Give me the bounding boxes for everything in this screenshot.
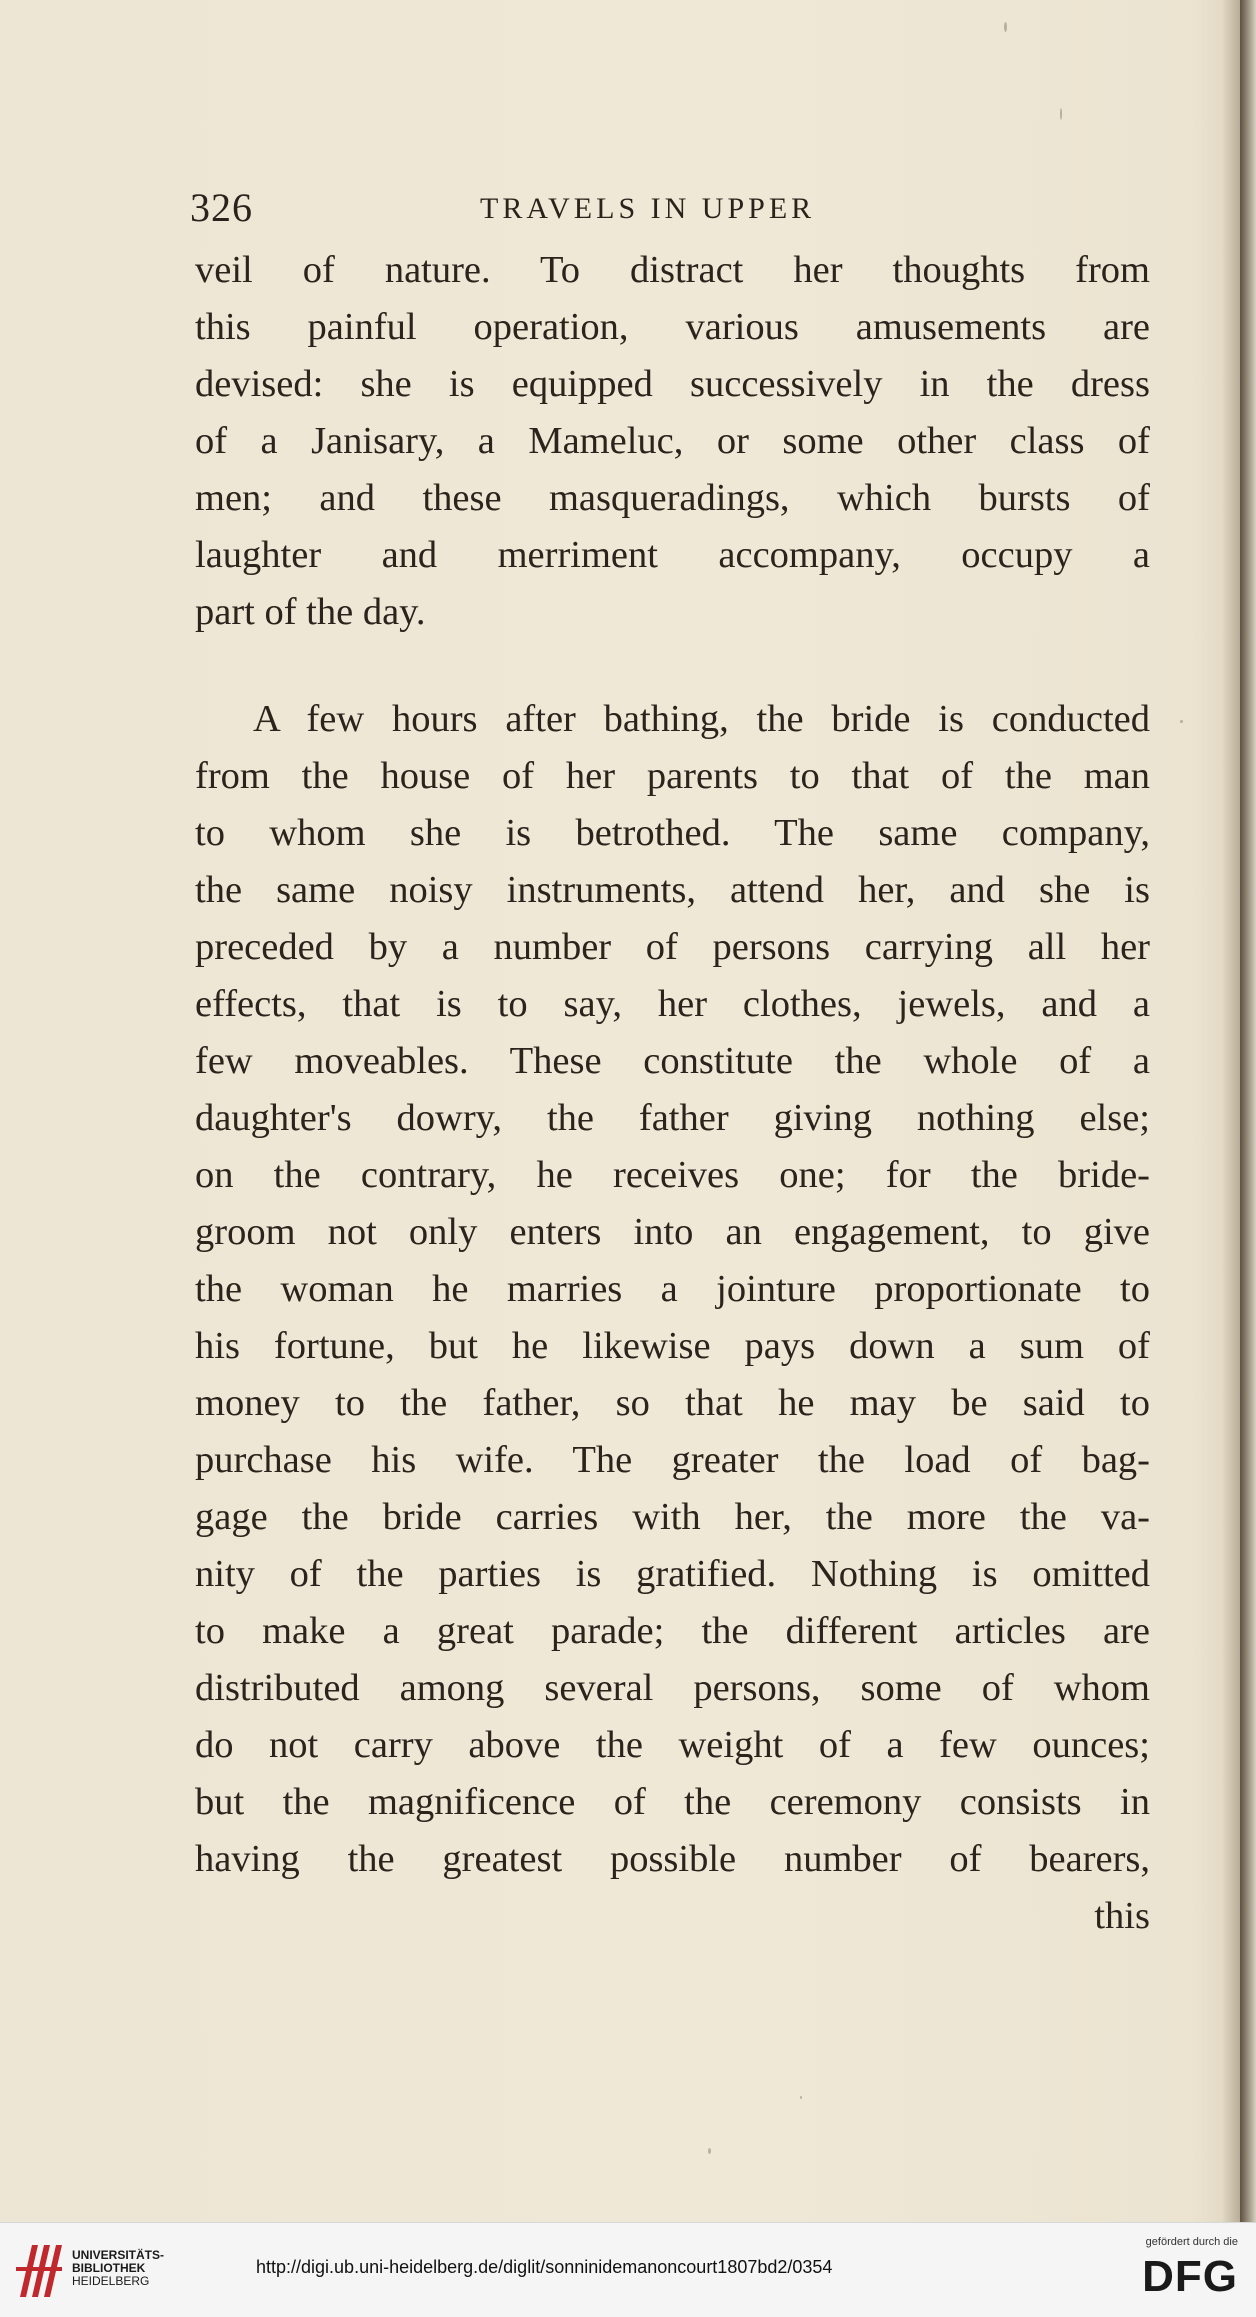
text-line: laughter and merriment accompany, occupy a	[195, 534, 1150, 576]
text-line: the same noisy instruments, attend her, and she is	[195, 869, 1150, 911]
text-line: to whom she is betrothed. The same company,	[195, 812, 1150, 854]
text-line: distributed among several persons, some of whom	[195, 1667, 1150, 1709]
paper-speck	[708, 2148, 711, 2154]
text-line: part of the day.	[195, 591, 426, 633]
library-name-line: BIBLIOTHEK	[72, 2261, 146, 2275]
text-line: to make a great parade; the different articles are	[195, 1610, 1150, 1652]
text-line: the woman he marries a jointure proportionate to	[195, 1268, 1150, 1310]
text-line: preceded by a number of persons carrying all her	[195, 926, 1150, 968]
catchword: this	[1094, 1895, 1150, 1937]
text-line: devised: she is equipped successively in the dress	[195, 363, 1150, 405]
text-line: A few hours after bathing, the bride is conducted	[253, 698, 1150, 740]
text-line: but the magnificence of the ceremony consists in	[195, 1781, 1150, 1823]
paragraph	[195, 691, 1150, 1888]
library-name-line: UNIVERSITÄTS-	[72, 2248, 165, 2262]
text-line: veil of nature. To distract her thoughts from	[195, 249, 1150, 291]
footer-bar	[0, 2222, 1256, 2317]
scan-edge	[1240, 0, 1256, 2222]
running-head	[190, 184, 1150, 234]
paper-speck	[1004, 22, 1007, 32]
library-name	[72, 2249, 164, 2288]
text-line: gage the bride carries with her, the more the va-	[195, 1496, 1150, 1538]
text-line: few moveables. These constitute the whole of a	[195, 1040, 1150, 1082]
text-line: money to the father, so that he may be said to	[195, 1382, 1150, 1424]
text-line: purchase his wife. The greater the load of bag-	[195, 1439, 1150, 1481]
running-head-title: TRAVELS IN UPPER	[480, 192, 816, 225]
library-name-line: HEIDELBERG	[72, 2274, 150, 2288]
paragraph	[195, 242, 1150, 641]
text-line: having the greatest possible number of bearers,	[195, 1838, 1150, 1880]
text-line: this painful operation, various amusements are	[195, 306, 1150, 348]
body-text	[195, 242, 1150, 1945]
text-line: nity of the parties is gratified. Nothing is omitted	[195, 1553, 1150, 1595]
text-line: on the contrary, he receives one; for the bride-	[195, 1154, 1150, 1196]
text-line: do not carry above the weight of a few ounces;	[195, 1724, 1150, 1766]
text-line: effects, that is to say, her clothes, jewels, and a	[195, 983, 1150, 1025]
paper-speck	[800, 2096, 802, 2099]
heidelberg-library-logo-icon[interactable]	[12, 2237, 66, 2301]
funder-block	[1088, 2235, 1238, 2307]
dfg-logo-icon[interactable]: DFG	[1142, 2252, 1238, 2301]
page-number: 326	[190, 185, 253, 230]
paragraph-gap	[195, 641, 1150, 691]
paper-speck	[1180, 720, 1183, 723]
text-line: his fortune, but he likewise pays down a sum of	[195, 1325, 1150, 1367]
text-line: of a Janisary, a Mameluc, or some other class of	[195, 420, 1150, 462]
text-line: from the house of her parents to that of the man	[195, 755, 1150, 797]
text-line: groom not only enters into an engagement, to give	[195, 1211, 1150, 1253]
text-line: daughter's dowry, the father giving nothing else;	[195, 1097, 1150, 1139]
text-line: men; and these masqueradings, which bursts of	[195, 477, 1150, 519]
permalink-url[interactable]: http://digi.ub.uni-heidelberg.de/diglit/sonninidemanoncourt1807bd2/0354	[256, 2257, 833, 2277]
funding-caption: gefördert durch die	[1145, 2236, 1238, 2248]
paper-speck	[1060, 108, 1062, 120]
